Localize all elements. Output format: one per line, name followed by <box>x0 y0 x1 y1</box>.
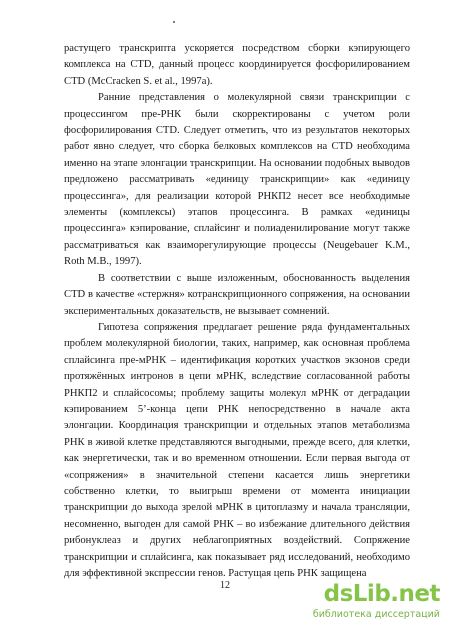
page-number: 12 <box>220 580 230 591</box>
paragraph-3: В соответствии с выше изложенным, обоснованность выделения CTD в качестве «стержня» котранскрипционного сопряжения, на основании экспериментальных доказательств, не вызывает сомнений. <box>64 272 410 317</box>
watermark-logo: dsLib.net <box>323 581 440 607</box>
paragraph-1: растущего транскрипта ускоряется посредством сборки кэпирующего комплекса на CTD, данный процесс координируется фосфорилированием CTD (McCracken S. et al., 1997a). <box>64 43 410 87</box>
paragraph-2: Ранние представления о молекулярной связи транскрипции с процессингом пре-РНК были скорректированы с учетом роли фосфорилирования CTD. Следует отметить, что из результатов некоторых работ явно следует, что сборка белковых комплексов на CTD необходима именно на этапе элонгации транскрипции. На основании подобных выводов предложено рассматривать «единицу транскрипции» как «единицу процессинга», для реализации которой РНКП2 несет все необходимые элементы (комплексы) этапов процессинга. В рамках «единицы процессинга» кэпирование, сплайсинг и полиаденилирование могут также рассматриваться как взаиморегулирующие процессы (Neugebauer K.M., Roth M.B., 1997). <box>64 92 410 268</box>
body-text <box>64 41 410 582</box>
watermark <box>306 581 446 625</box>
scan-speck <box>173 21 175 23</box>
paragraph-4: Гипотеза сопряжения предлагает решение ряда фундаментальных проблем молекулярной биологии, таких, например, как основная проблема сплайсинга пре-мРНК – идентификация коротких участков экзонов среди протяжённых интронов в цепи мРНК, вследствие согласованной работы РНКП2 и сплайсосомы; проблему защиты молекул мРНК от деградации кэпированием 5’-конца цепи РНК непосредственно в начале акта элонгации. Координация транскрипции и отдельных этапов метаболизма РНК в живой клетке представляются выгодными, прежде всего, для клетки, как энергетически, так и во временном отношении. Если первая выгода от «сопряжения» в значительной степени касается лишь энергетики собственно клетки, то выигрыш времени от момента инициации транскрипции до выхода зрелой мРНК в цитоплазму и начала трансляции, несомненно, выгоден для самой РНК – во избежание длительного действия рибонуклеаз и других неблагоприятных воздействий. Сопряжение транскрипции и сплайсинга, как показывает ряд исследований, необходимо для эффективной экспрессии генов. Растущая цепь РНК защищена <box>64 321 410 579</box>
watermark-subtitle: библиотека диссертаций <box>312 609 440 620</box>
